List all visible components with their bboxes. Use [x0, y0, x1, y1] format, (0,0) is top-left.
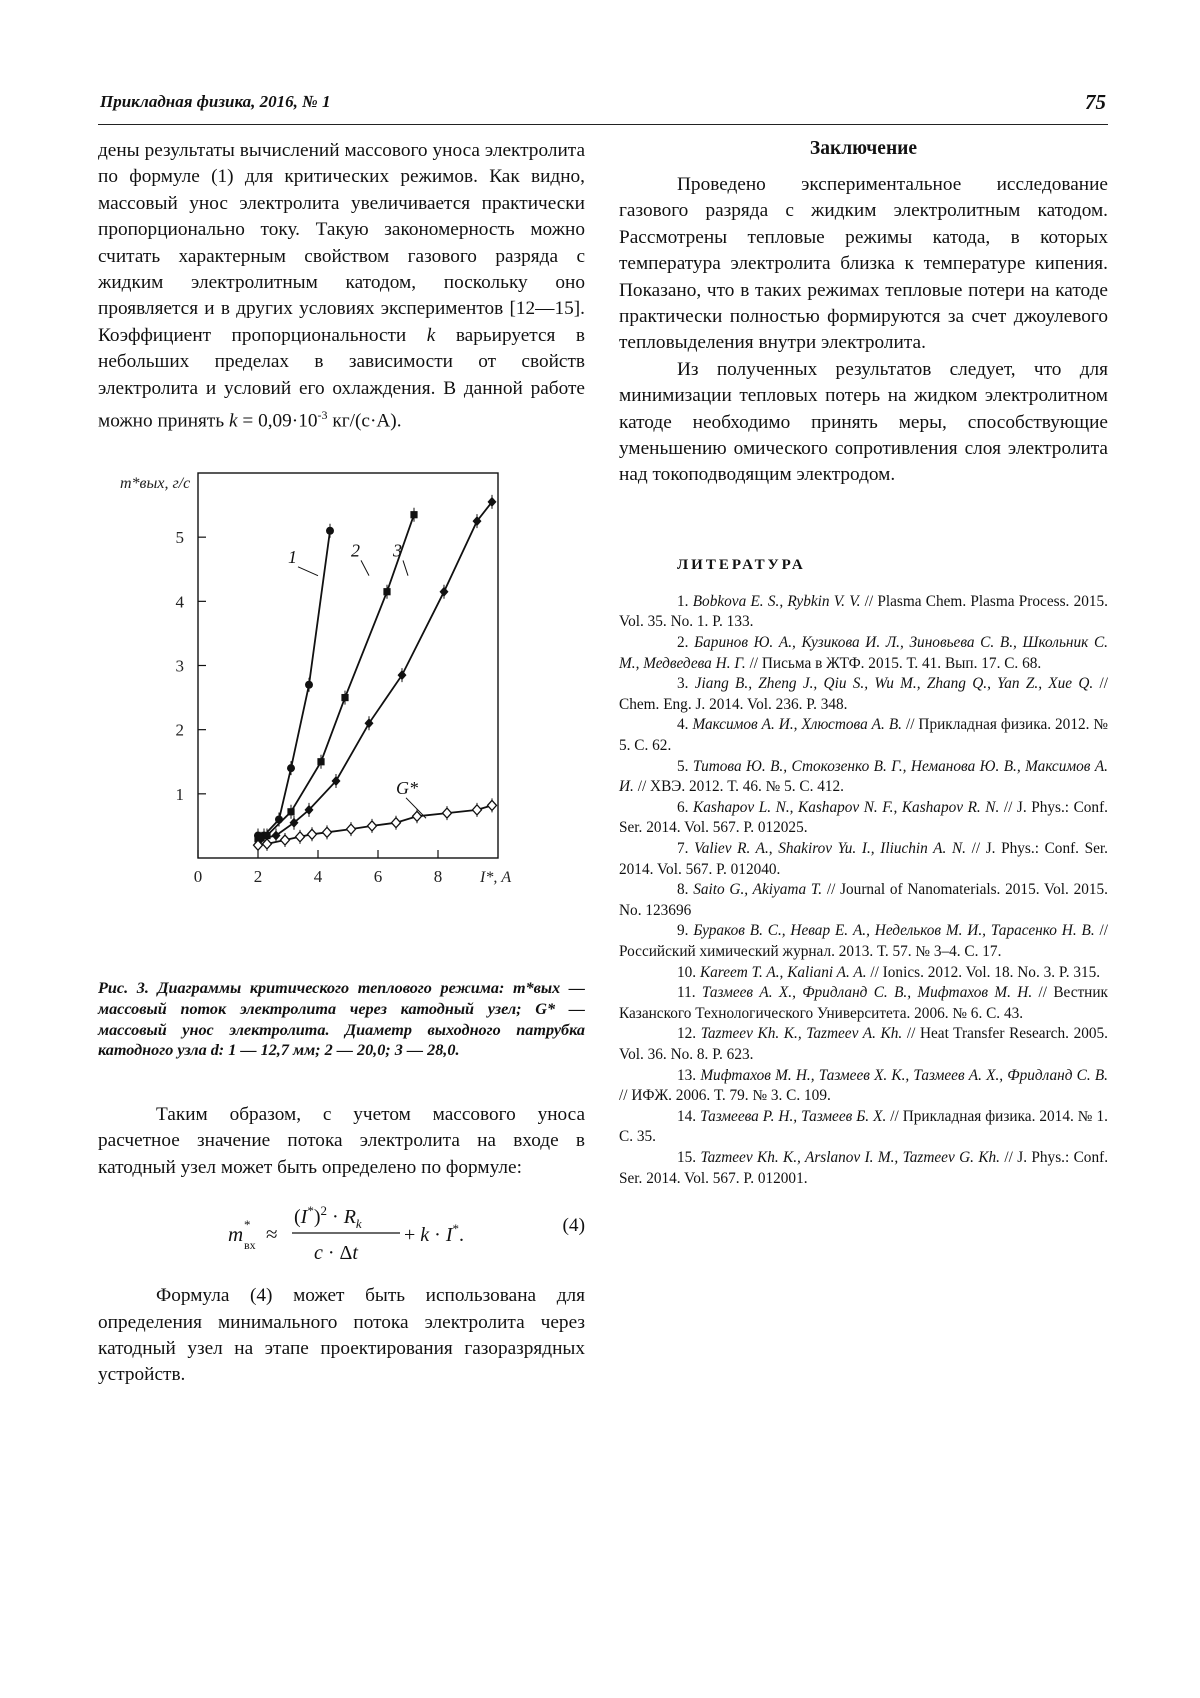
conclusion-paragraph: Проведено экспериментальное исследование газового разряда с жидким электролитным катодом. Рассмотрены тепловые режимы катода, в которых температура электролита близка к температуре кипения. Показано, что в таких режимах тепловые потери на катоде практически полностью формируются за счет джоулевого тепловыделения внутри электролита.: [619, 174, 1108, 354]
y-tick-label: 2: [175, 720, 184, 740]
reference-authors: Максимов А. И., Хлюстова А. В.: [692, 716, 906, 734]
svg-text:+ k · I*.: + k · I*.: [404, 1221, 465, 1247]
y-axis-label: m*вых, г/с: [120, 475, 191, 492]
reference-number: 14.: [677, 1107, 701, 1125]
body-paragraph: Таким образом, с учетом массового уноса расчетное значение потока электролита на входе в катодный узел может быть определено по формуле:: [98, 1104, 585, 1178]
data-point: [410, 511, 417, 518]
reference-source: // ИФЖ. 2006. Т. 79. № 3. С. 109.: [619, 1087, 831, 1105]
reference-authors: Bobkova E. S., Rybkin V. V.: [692, 592, 865, 610]
y-tick-label: 4: [175, 592, 184, 612]
annotation-label: 1: [288, 546, 297, 567]
reference-number: 3.: [677, 675, 695, 693]
reference-source: // Вестник Казанского Технологического Университета. 2006. № 6. С. 43.: [619, 984, 1108, 1022]
y-tick-label: 1: [175, 784, 184, 804]
reference-item: [619, 1066, 1108, 1107]
reference-source: // Письма в ЖТФ. 2015. Т. 41. Вып. 17. С. 68.: [749, 654, 1042, 672]
reference-number: 1.: [677, 592, 693, 610]
data-point: [326, 527, 334, 535]
reference-source: // Прикладная физика. 2012. № 5. С. 62.: [619, 716, 1109, 755]
data-point: [275, 816, 283, 824]
body-paragraph: Формула (4) может быть использована для определения минимального потока электролита через катодный узел на этапе проектирования газоразрядных устройств.: [98, 1285, 585, 1386]
page-number: 75: [1085, 90, 1106, 114]
reference-authors: Баринов Ю. А., Кузикова И. Л., Зиновьева С. В., Школьник С. М., Медведева Н. Г.: [619, 634, 1108, 672]
reference-authors: Jiang B., Zheng J., Qiu S., Wu M., Zhang Q., Yan Z., Xue Q.: [694, 675, 1100, 693]
reference-number: 13.: [677, 1066, 701, 1084]
reference-source: // Heat Transfer Research. 2005. Vol. 36. No. 8. P. 623.: [619, 1025, 1108, 1063]
reference-source: // J. Phys.: Conf. Ser. 2014. Vol. 567. P. 012001.: [619, 1148, 1109, 1187]
reference-item: [619, 1107, 1108, 1148]
reference-item: [619, 674, 1108, 715]
reference-number: 2.: [677, 634, 695, 652]
formula-number: (4): [562, 1215, 585, 1237]
conclusion-heading: Заключение: [809, 138, 918, 159]
formula-graphic: [228, 1191, 478, 1275]
x-tick-label: 2: [253, 867, 263, 886]
k-unit: кг/(с·А).: [332, 410, 402, 432]
data-point: [308, 829, 317, 839]
reference-number: 15.: [677, 1148, 701, 1166]
body-paragraph: [98, 138, 585, 435]
x-tick-label: 4: [313, 867, 323, 886]
plot-frame: [198, 473, 498, 858]
reference-authors: Мифтахов М. Н., Тазмеев Х. К., Тазмеев А. Х., Фридланд С. В.: [700, 1066, 1108, 1084]
data-point: [368, 821, 377, 831]
annotation-label: 3: [393, 540, 402, 561]
right-column: [619, 138, 1108, 1189]
reference-item: [619, 963, 1108, 984]
data-point: [440, 587, 449, 597]
reference-source: // Chem. Eng. J. 2014. Vol. 236. P. 348.: [619, 675, 1109, 713]
reference-source: // Journal of Nanomaterials. 2015. Vol. 2015. No. 123696: [619, 881, 1108, 919]
data-point: [341, 694, 348, 701]
conclusion-paragraph: Из полученных результатов следует, что для минимизации тепловых потерь на жидком электролитном катоде необходимо принять меры, способствующие уменьшению омического сопротивления слоя электролита над токоподводящим электродом.: [619, 358, 1108, 486]
reference-authors: Тазмеева Р. Н., Тазмеев Б. Х.: [700, 1107, 891, 1125]
reference-authors: Tazmeev Kh. K., Arslanov I. M., Tazmeev G. Kh.: [700, 1148, 1005, 1166]
series-line-2: [258, 515, 414, 839]
reference-number: 6.: [677, 798, 694, 816]
svg-text:(I*)2 · Rk: $(I^*)^2 \cdot R_k$: [294, 1203, 362, 1232]
reference-source: // J. Phys.: Conf. Ser. 2014. Vol. 567. P. 012025.: [619, 798, 1109, 837]
k-symbol: k: [228, 410, 238, 432]
y-tick-label: 5: [175, 528, 184, 548]
reference-item: [619, 715, 1108, 756]
data-point: [392, 818, 401, 828]
data-point: [287, 808, 294, 815]
data-point: [317, 758, 324, 765]
reference-item: [619, 921, 1108, 962]
k-value: = 0,09·10: [242, 410, 318, 432]
reference-authors: Тазмеев А. Х., Фридланд С. В., Мифтахов М. Н.: [701, 984, 1039, 1002]
svg-text:c · Δt: c · Δt: [314, 1242, 358, 1265]
data-point: [443, 808, 452, 818]
x-tick-label: 6: [373, 867, 383, 886]
annotation-leader: [298, 567, 318, 576]
chart-svg: [98, 468, 585, 968]
data-point: [323, 827, 332, 837]
reference-number: 9.: [677, 922, 694, 940]
reference-item: [619, 839, 1108, 880]
series-line-1: [258, 531, 330, 836]
literature-heading: ЛИТЕРАТУРА: [677, 556, 806, 573]
data-point: [347, 824, 356, 834]
x-tick-label: 8: [433, 867, 443, 886]
left-column-top: [98, 138, 585, 435]
running-header: [98, 84, 1108, 125]
paragraph-text-cont: варьируется в небольших пределах в зависимости от свойств электролита и условий его охлаждения. В данной работе можно принять: [98, 324, 585, 432]
annotation-label: 2: [351, 540, 360, 561]
reference-source: // Ionics. 2012. Vol. 18. No. 3. P. 315.: [870, 963, 1101, 981]
caption-label: Рис. 3.: [98, 979, 149, 997]
data-point: [488, 800, 497, 810]
reference-item: [619, 592, 1108, 633]
left-column-bottom: [98, 1102, 585, 1389]
reference-item: [619, 633, 1108, 674]
caption-text: Диаграммы критического теплового режима: m*вых — массовый поток электролита через катодный узел; G* — массовый унос электролита. Диаметр выходного патрубка катодного узла d: 1 — 12,7 мм; 2 — 20,0; 3 — 28,0.: [98, 979, 585, 1060]
reference-number: 10.: [677, 963, 700, 981]
annotation-leader: [361, 560, 369, 575]
svg-text:вх: вх: [244, 1238, 256, 1253]
k-exponent: -3: [317, 408, 328, 423]
formula-4: [98, 1191, 585, 1275]
reference-authors: Tazmeev Kh. K., Tazmeev A. Kh.: [700, 1025, 907, 1043]
reference-source: // Прикладная физика. 2014. № 1. С. 35.: [619, 1107, 1108, 1146]
data-point: [296, 832, 305, 842]
reference-authors: Saito G., Akiyama T.: [693, 881, 827, 899]
data-point: [281, 835, 290, 845]
reference-item: [619, 983, 1108, 1024]
paragraph-text: дены результаты вычислений массового уноса электролита по формуле (1) для критических режимов. Как видно, массовый унос электролита увеличивается практически пропорционально току. Такую закономерность можно считать характерным свойством газового разряда с жидким электролитным катодом, поскольку оно проявляется и в других условиях экспериментов [12—15]. Коэффициент пропорциональности: [98, 140, 585, 346]
data-point: [305, 681, 313, 689]
reference-authors: Бураков В. С., Невар Е. А., Недельков М. И., Тарасенко Н. В.: [693, 922, 1100, 940]
reference-item: [619, 757, 1108, 798]
journal-title: Прикладная физика, 2016, № 1: [100, 92, 331, 111]
reference-authors: Kashapov L. N., Kashapov N. F., Kashapov R. N.: [693, 798, 1004, 816]
reference-authors: Kareem T. A., Kaliani A. A.: [699, 963, 871, 981]
reference-number: 8.: [677, 881, 694, 899]
svg-text:m: m: [228, 1222, 244, 1247]
reference-item: [619, 798, 1108, 839]
k-symbol: k: [426, 324, 436, 346]
annotation-leader: [403, 560, 408, 575]
svg-text:*: *: [244, 1217, 251, 1233]
annotation-label: G*: [396, 777, 418, 798]
y-tick-label: 3: [175, 656, 184, 676]
reference-source: // ХВЭ. 2012. Т. 46. № 5. С. 412.: [637, 778, 845, 796]
data-point: [473, 805, 482, 815]
x-tick-label: 0: [193, 867, 203, 886]
data-point: [272, 831, 281, 841]
reference-authors: Valiev R. A., Shakirov Yu. I., Iliuchin A. N.: [694, 840, 972, 857]
reference-number: 12.: [677, 1025, 701, 1043]
data-point: [287, 764, 295, 772]
figure-3-chart: [98, 468, 585, 968]
figure-caption: [98, 978, 585, 1061]
reference-item: [619, 1148, 1108, 1189]
data-point: [383, 588, 390, 595]
x-axis-label: I*, А: [480, 869, 512, 886]
reference-number: 4.: [677, 716, 693, 734]
reference-number: 7.: [677, 840, 695, 857]
reference-number: 11.: [677, 984, 702, 1002]
reference-source: // Plasma Chem. Plasma Process. 2015. Vol. 35. No. 1. P. 133.: [619, 592, 1108, 631]
reference-list: [619, 592, 1108, 1189]
reference-item: [619, 1024, 1108, 1065]
reference-source: // J. Phys.: Conf. Ser. 2014. Vol. 567. P. 012040.: [619, 840, 1109, 878]
reference-number: 5.: [677, 757, 693, 775]
reference-item: [619, 880, 1108, 921]
reference-source: // Российский химический журнал. 2013. Т. 57. № 3–4. С. 17.: [619, 922, 1108, 960]
reference-authors: Титова Ю. В., Стокозенко В. Г., Неманова Ю. В., Максимов А. И.: [619, 757, 1108, 796]
svg-text:≈: ≈: [266, 1222, 278, 1247]
